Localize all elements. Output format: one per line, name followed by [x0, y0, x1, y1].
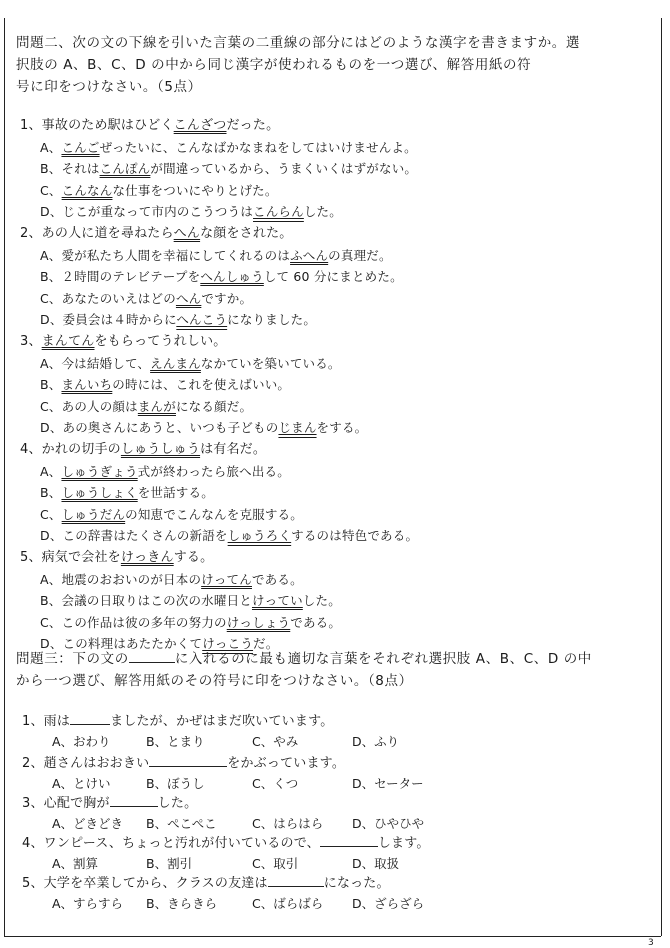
text-segment: する。 — [173, 550, 214, 565]
text-segment: B、それは — [40, 161, 100, 177]
q2-item-2-option-b — [40, 269, 403, 285]
q3-instruction-line1: 問題三：下の文の に入れるのに最も適切な言葉をそれぞれ選択肢 A、B、C、D の中 — [16, 651, 592, 667]
text-segment: D、この料理はあたたかくて — [40, 636, 203, 652]
underlined-word: へん — [173, 226, 201, 241]
q3-item-4-option-a: A、割算 — [52, 856, 99, 871]
text-segment: になりました。 — [227, 312, 317, 328]
q3-item-3-option-d: D、ひやひや — [352, 816, 425, 831]
underlined-word: まんいち — [61, 377, 113, 393]
q2-item-4-stem — [20, 442, 266, 458]
text-segment: C、この作品は彼の多年の努力の — [40, 614, 227, 630]
q3-item-1-option-c: C、やみ — [252, 734, 299, 749]
text-segment: するのは特色である。 — [291, 528, 419, 544]
underlined-word: しゅうぎょう — [61, 463, 138, 479]
q2-item-4-option-c — [40, 507, 303, 523]
underlined-word: まんてん — [41, 334, 95, 349]
q2-item-4-option-a — [40, 464, 290, 480]
page-number: 3 — [648, 938, 654, 948]
text-segment: ぜったいに、こんなばかなまねをしてはいけませんよ。 — [99, 139, 417, 155]
text-segment: した。 — [157, 796, 198, 811]
text-segment: ましたが、かぜはまだ吹いています。 — [110, 714, 334, 729]
underlined-word: こんらん — [253, 204, 304, 220]
q2-item-2-option-a — [40, 248, 392, 264]
q2-item-5-option-b — [40, 593, 341, 609]
text-segment: 4、かれの切手の — [20, 442, 121, 457]
q2-item-3-option-c — [40, 399, 252, 415]
underlined-word: えんまん — [150, 355, 201, 371]
q3-item-4-option-b: B、割引 — [146, 856, 193, 871]
text-segment: C、 — [40, 182, 62, 198]
text-segment: な顔をされた。 — [200, 226, 293, 241]
q2-item-5-option-a — [40, 572, 303, 588]
underlined-word: けっこう — [202, 636, 254, 652]
q3-item-5-option-d: D、ざらざら — [352, 896, 425, 911]
answer-blank — [110, 796, 158, 807]
text-segment: は有名だ。 — [200, 442, 267, 457]
q3-item-2-option-a: A、とけい — [52, 776, 111, 791]
q3-item-1-option-b: B、とまり — [146, 734, 205, 749]
text-segment: します。 — [377, 836, 430, 851]
q2-item-5-stem — [20, 550, 213, 566]
q3-item-1-option-a: A、おわり — [52, 734, 111, 749]
text-segment: 2、あの人に道を尋ねたら — [20, 226, 174, 241]
q2-instruction-line1: 問題二、次の文の下線を引いた言葉の二重線の部分にはどのような漢字を書きますか。選 — [16, 35, 580, 51]
underlined-word: しゅうしゅう — [120, 442, 201, 457]
text-segment: D、委員会は４時からに — [40, 312, 177, 328]
text-segment: になる顔だ。 — [175, 398, 253, 414]
text-segment: C、あの人の顔は — [40, 398, 138, 414]
q3-item-2-stem — [22, 756, 345, 772]
q2-item-2-option-d — [40, 312, 316, 328]
text-segment: D、あの奥さんにあうと、いつも子どもの — [40, 420, 279, 436]
underlined-word: こんなん — [61, 182, 113, 198]
underlined-word: けっしょう — [226, 614, 291, 630]
text-segment: の知恵でこんなんを克服する。 — [125, 506, 303, 522]
q2-item-3-option-a — [40, 356, 341, 372]
underlined-word: しゅうだん — [61, 506, 126, 522]
text-segment: をもらってうれしい。 — [94, 334, 227, 349]
text-segment: して 60 分にまとめた。 — [263, 269, 403, 285]
text-segment: 1、事故のため駅はひどく — [20, 118, 174, 133]
text-segment: B、２時間のテレビテープを — [40, 269, 201, 285]
text-segment: 4、ワンピース、ちょっと汚れが付いているので、 — [22, 836, 320, 851]
text-segment: C、あなたのいえはどの — [40, 290, 176, 306]
page-border-left — [4, 18, 5, 936]
q2-instruction-line2: 択肢の A、B、C、D の中から同じ漢字が使われるものを一つ選び、解答用紙の符 — [16, 57, 532, 73]
q3-item-2-option-c: C、くつ — [252, 776, 299, 791]
q2-item-4-option-d — [40, 528, 418, 544]
q3-instruction-line2: から一つ選び、解答用紙のその符号に印をつけなさい。（8点） — [16, 673, 413, 689]
text-segment: A、愛が私たち人間を幸福にしてくれるのは — [40, 247, 291, 263]
text-segment: をかぶっています。 — [227, 756, 346, 771]
answer-blank — [268, 876, 324, 887]
q3-item-2-option-b: B、ぼうし — [146, 776, 205, 791]
answer-blank — [149, 756, 227, 767]
text-segment: 3、心配で胸が — [22, 796, 110, 811]
text-segment: 式が終わったら旅へ出る。 — [137, 463, 290, 479]
text-segment: が間違っているから、うまくいくはずがない。 — [150, 161, 418, 177]
text-segment: をする。 — [316, 420, 368, 436]
text-segment: B、会議の日取りはこの次の水曜日と — [40, 593, 252, 609]
underlined-word: まんが — [137, 398, 176, 414]
q3-item-3-option-a: A、どきどき — [52, 816, 124, 831]
underlined-word: けってい — [251, 593, 303, 609]
underlined-word: ふへん — [290, 247, 329, 263]
text-segment: 2、趙さんはおおきい — [22, 756, 150, 771]
q2-item-2-stem — [20, 226, 292, 242]
text-segment: な仕事をついにやりとげた。 — [112, 182, 278, 198]
q3-item-4-option-c: C、取引 — [252, 856, 299, 871]
page-border-right — [661, 18, 662, 936]
text-segment: 1、雨は — [22, 714, 71, 729]
text-segment: を世話する。 — [137, 485, 214, 501]
text-segment: である。 — [251, 571, 303, 587]
text-segment: だった。 — [226, 118, 280, 133]
text-segment: した。 — [302, 593, 341, 609]
underlined-word: こんご — [61, 139, 100, 155]
text-segment: C、 — [40, 506, 62, 522]
text-segment: した。 — [303, 204, 342, 220]
text-segment: である。 — [290, 614, 342, 630]
q2-item-5-option-c — [40, 615, 341, 631]
text-segment: D、この辞書はたくさんの新語を — [40, 528, 228, 544]
q2-item-1-option-d — [40, 204, 342, 220]
underlined-word: けっきん — [120, 550, 174, 565]
q3-item-5-option-c: C、ばらばら — [252, 896, 324, 911]
q2-item-3-stem — [20, 334, 227, 350]
q2-instruction-line3: 号に印をつけなさい。（5点） — [16, 79, 202, 95]
q3-item-3-option-c: C、はらはら — [252, 816, 324, 831]
text-segment: B、 — [40, 485, 62, 501]
text-segment: D、じこが重なって市内のこうつうは — [40, 204, 254, 220]
text-segment: 3、 — [20, 334, 42, 349]
text-segment: A、 — [40, 139, 62, 155]
answer-blank — [70, 714, 110, 725]
underlined-word: けってん — [201, 571, 252, 587]
underlined-word: へん — [175, 290, 202, 306]
answer-blank — [320, 836, 378, 847]
underlined-word: へんしゅう — [200, 269, 264, 285]
underlined-word: しゅうろく — [227, 528, 292, 544]
q3-item-3-option-b: B、ぺこぺこ — [146, 816, 217, 831]
text-segment: A、 — [40, 463, 62, 479]
q3-item-5-stem — [22, 876, 390, 892]
q2-item-1-option-b — [40, 161, 417, 177]
q2-item-1-stem — [20, 118, 279, 134]
q2-item-4-option-b — [40, 485, 214, 501]
q3-item-2-option-d: D、セーター — [352, 776, 424, 791]
text-segment: だ。 — [253, 636, 279, 652]
page-border-bottom — [4, 936, 661, 937]
q3-item-5-option-b: B、きらきら — [146, 896, 218, 911]
text-segment: ですか。 — [201, 290, 253, 306]
q2-item-1-option-a — [40, 140, 417, 156]
text-segment: 5、病気で会社を — [20, 550, 121, 565]
q3-item-1-option-d: D、ふり — [352, 734, 400, 749]
q2-item-1-option-c — [40, 183, 278, 199]
text-segment: 5、大学を卒業してから、クラスの友達は — [22, 876, 268, 891]
underlined-word: こんざつ — [173, 118, 227, 133]
q3-item-3-stem — [22, 796, 197, 812]
q3-item-4-option-d: D、取扱 — [352, 856, 400, 871]
q3-item-1-stem — [22, 714, 333, 730]
q3-item-4-stem — [22, 836, 430, 852]
underlined-word: へんこう — [176, 312, 228, 328]
q3-item-5-option-a: A、すらすら — [52, 896, 124, 911]
q2-item-3-option-d — [40, 420, 367, 436]
underlined-word: しゅうしょく — [61, 485, 138, 501]
text-segment: の真理だ。 — [328, 247, 392, 263]
underlined-word: こんぽん — [99, 161, 151, 177]
text-segment: の時には、これを使えばいい。 — [112, 377, 291, 393]
text-segment: なかていを築いている。 — [200, 355, 341, 371]
text-segment: になった。 — [323, 876, 390, 891]
text-segment: A、今は結婚して、 — [40, 355, 151, 371]
underlined-word: じまん — [278, 420, 317, 436]
q2-item-2-option-c — [40, 291, 252, 307]
text-segment: B、 — [40, 377, 62, 393]
text-segment: A、地震のおおいのが日本の — [40, 571, 202, 587]
q2-item-3-option-b — [40, 377, 290, 393]
